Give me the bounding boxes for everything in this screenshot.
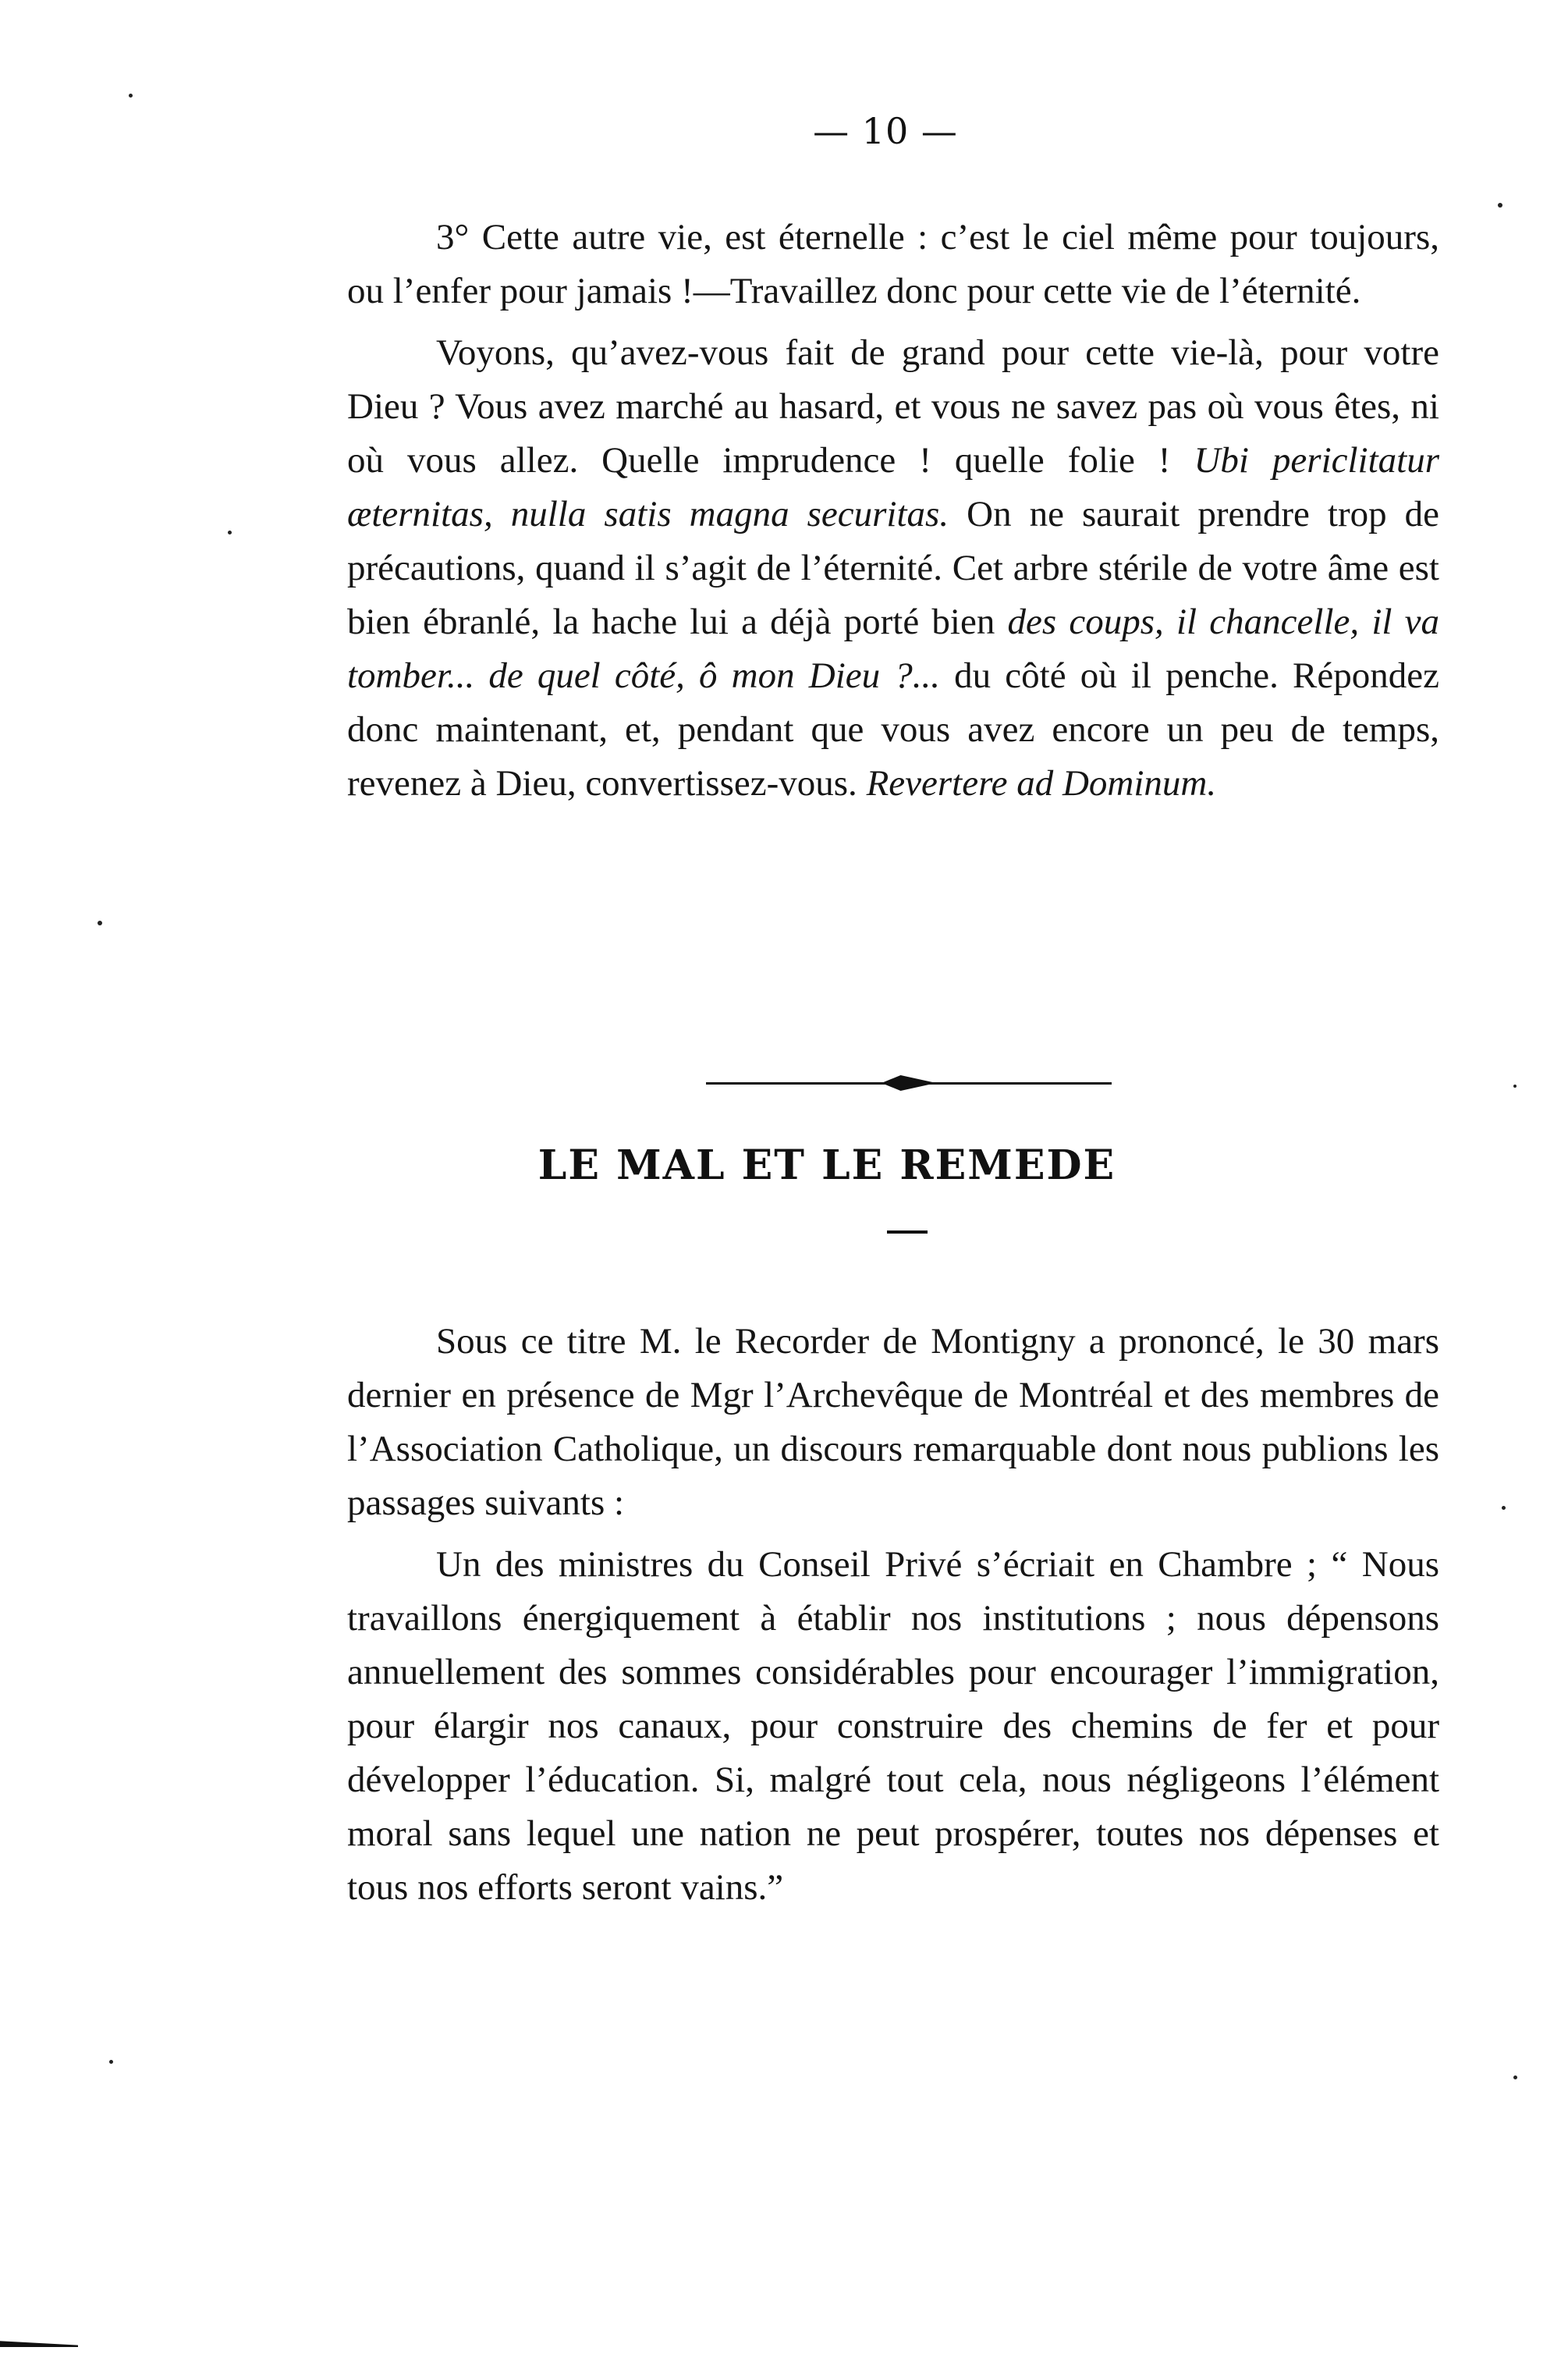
latin-quotation: Ubi periclitatur æternitas, nulla satis magna securitas. (347, 440, 1440, 534)
paragraph-3-text: Sous ce titre M. le Recorder de Montigny a prononcé, le 30 mars dernier en présence de Mgr l’Archevêque de Montréal et des membres de l’Association Catholique, un discours remarquable dont nous publions les passages suivants : (347, 1321, 1439, 1523)
scan-speck (129, 94, 133, 98)
scan-speck (1513, 1085, 1517, 1088)
paragraph-1 (347, 211, 1439, 318)
paragraph-2-italic-phrase: des coups, il chancelle, il va tomber... de quel côté, ô mon Dieu ?... (347, 602, 1439, 696)
scan-speck (109, 2060, 113, 2064)
section-short-rule (887, 1230, 928, 1234)
paragraph-4-text: Un des ministres du Conseil Privé s’écriait en Chambre ; “ Nous travaillons énergiquement à établir nos institutions ; nous dépensons annuellement des sommes considérables pour encourager l’immigration, pour élargir nos canaux, pour construire des chemins de fer et pour développer l’éducation. Si, malgré tout cela, nous négligeons l’élément moral sans lequel une nation ne peut prospérer, toutes nos dépenses et tous nos efforts seront vains.” (347, 1544, 1439, 1908)
scan-speck (98, 921, 102, 925)
paragraph-3 (347, 1315, 1439, 1530)
scan-blot (0, 2338, 78, 2347)
scan-speck (1513, 2076, 1517, 2079)
paragraph-2-text-part-1: Voyons, qu’avez-vous fait de grand pour cette vie-là, pour votre Dieu ? Vous avez marché au hasard, et vous ne savez pas où vous êtes, ni où vous allez. Quelle imprudence ! quelle folie ! (347, 332, 1439, 481)
body-text-bottom (347, 1315, 1439, 1915)
paragraph-2 (347, 326, 1439, 811)
section-divider (706, 1075, 1112, 1091)
scan-speck (1502, 1506, 1506, 1510)
paragraph-1-text: 3° Cette autre vie, est éternelle : c’est le ciel même pour toujours, ou l’enfer pour jamais !—Travaillez donc pour cette vie de l’éternité. (347, 217, 1439, 311)
paragraph-2-text-part-3: du côté où il penche. Répondez donc maintenant, et, pendant que vous avez encore un peu de temps, revenez à Dieu, convertissez-vous. (347, 655, 1439, 804)
page-number: — 10 — (813, 110, 958, 152)
paragraph-2-text-part-2: On ne saurait prendre trop de précautions, quand il s’agit de l’éternité. Cet arbre stérile de votre âme est bien ébranlé, la hache lui a déjà porté bien (347, 494, 1439, 642)
body-text-top (347, 211, 1439, 811)
divider-ornament (882, 1075, 936, 1091)
scan-speck (1498, 203, 1502, 208)
latin-conclusion: Revertere ad Dominum. (866, 763, 1217, 804)
scan-speck (228, 531, 232, 534)
paragraph-4 (347, 1538, 1439, 1915)
section-title: LE MAL ET LE REMEDE (537, 1142, 1116, 1189)
